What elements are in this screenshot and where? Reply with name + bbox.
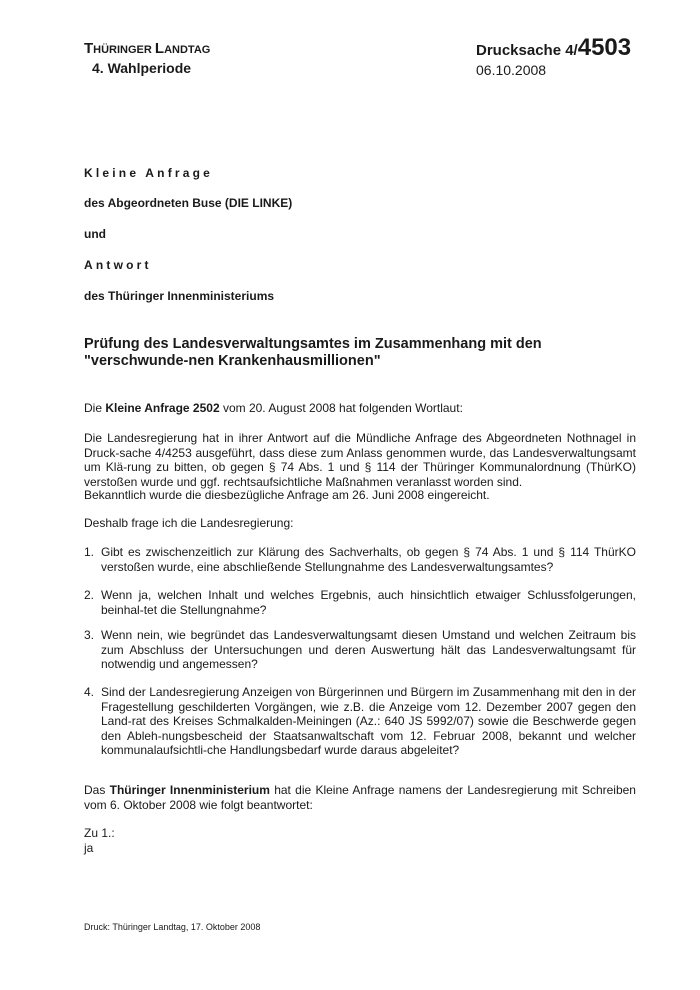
question-text: Gibt es zwischenzeitlich zur Klärung des Sachverhalts, ob gegen § 74 Abs. 1 und § 114 ThürKO verstoßen wurde, eine abschließende Stellungnahme des Landesverwaltungsamtes? [101, 545, 636, 574]
question-4 [84, 685, 636, 758]
landtag-initial-l: L [154, 40, 165, 57]
landtag-initial-t: T [84, 40, 94, 57]
question-3 [84, 628, 636, 672]
answering-ministry: Thüringer Innenministerium [109, 783, 270, 797]
question-number: 3. [84, 628, 95, 642]
ministerium-line: des Thüringer Innenministeriums [84, 289, 275, 303]
question-number: 4. [84, 685, 95, 699]
answer-text: ja [84, 841, 94, 855]
parliament-name [84, 40, 210, 59]
drucksache [476, 34, 631, 62]
abgeordneter-line: des Abgeordneten Buse (DIE LINKE) [84, 196, 293, 210]
paragraph-2: Bekanntlich wurde die diesbezügliche Anfrage am 26. Juni 2008 eingereicht. [84, 488, 490, 502]
print-footer: Druck: Thüringer Landtag, 17. Oktober 2008 [84, 922, 261, 932]
deshalb-line: Deshalb frage ich die Landesregierung: [84, 516, 294, 530]
wahlperiode: 4. Wahlperiode [92, 60, 192, 76]
document-date: 06.10.2008 [476, 62, 547, 78]
question-text: Wenn nein, wie begründet das Landesverwaltungsamt diesen Umstand und welchen Zeitraum bis zum Abschluss der Untersuchungen und deren Auswertung hält das Landesverwaltungsamt für notwendig und angemessen? [101, 628, 636, 671]
landtag-smallcaps-2: ANDTAG [164, 44, 211, 56]
question-1 [84, 545, 636, 574]
question-text: Sind der Landesregierung Anzeigen von Bürgerinnen und Bürgern im Zusammenhang mit den in der Fragestellung geschilderten Vorgängen, wie z.B. die Anzeige vom 12. Dezember 2007 gegen den Land-rat des Kreises Schmalkalden-Meiningen (Az.: 640 JS 5992/07) sowie die Beschwerde gegen den Ableh-nungsbescheid der Staatsanwaltschaft vom 12. Februar 2008, bekannt und welcher kommunalaufsichtli-che Handlungsbedarf wurde daraus abgeleitet? [101, 685, 636, 757]
wortlaut-pre: Die [84, 401, 106, 415]
landtag-smallcaps-1: HÜRINGER [93, 44, 155, 56]
question-text: Wenn ja, welchen Inhalt und welches Ergebnis, auch hinsichtlich etwaiger Schlussfolgerungen, beinhal-tet die Stellungnahme? [101, 588, 636, 617]
wortlaut-post: vom 20. August 2008 hat folgenden Wortlaut: [219, 401, 463, 415]
answer-intro-post: hat die Kleine Anfrage namens der Landesregierung mit Schreiben vom 6. Oktober 2008 wie folgt beantwortet: [84, 783, 636, 812]
answer-intro [84, 783, 636, 812]
drucksache-number: 4503 [577, 34, 632, 61]
answer-label: Zu 1.: [84, 826, 115, 840]
wortlaut-line [84, 401, 636, 416]
kleine-anfrage-heading: Kleine Anfrage [84, 166, 214, 180]
answer-intro-pre: Das [84, 783, 110, 797]
question-2 [84, 588, 636, 617]
antwort-heading: Antwort [84, 258, 152, 272]
und-line: und [84, 227, 106, 241]
document-number-block [476, 34, 631, 78]
parliament-header [84, 40, 210, 77]
question-number: 1. [84, 545, 95, 559]
document-title: Prüfung des Landesverwaltungsamtes im Zusammenhang mit den "verschwunde-nen Krankenhausmillionen" [84, 336, 542, 369]
kleine-anfrage-number: Kleine Anfrage 2502 [105, 401, 220, 415]
question-number: 2. [84, 588, 95, 602]
paragraph-1: Die Landesregierung hat in ihrer Antwort auf die Mündliche Anfrage des Abgeordneten Nothnagel in Druck-sache 4/4253 ausgeführt, dass diese zum Anlass genommen wurde, das Landesverwaltungsamt um Klä-rung zu bitten, ob gegen § 74 Abs. 1 und § 114 der Thüringer Kommunalordnung (ThürKO) verstoßen wurde und ggf. rechtsaufsichtliche Maßnahmen veranlasst worden sind. [84, 431, 636, 489]
drucksache-label: Drucksache 4/ [476, 42, 578, 59]
